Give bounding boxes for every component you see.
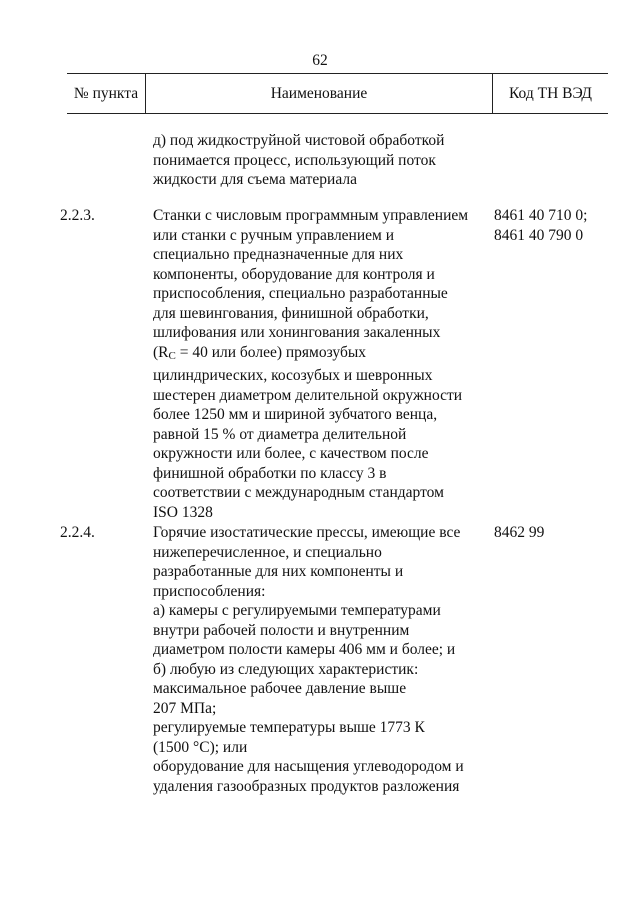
header-item-name: Наименование bbox=[270, 85, 368, 102]
text-line: цилиндрических, косозубых и шевронных bbox=[153, 367, 433, 384]
code-line: 8462 99 bbox=[494, 524, 545, 541]
code-line: 8461 40 790 0 bbox=[494, 226, 584, 244]
rc-subscript: C bbox=[168, 349, 176, 362]
text-line: приспособления, специально разработанные bbox=[153, 285, 448, 302]
text-line: понимается процесс, использующий поток bbox=[153, 151, 436, 169]
text-line: шлифования или хонингования закаленных bbox=[153, 324, 441, 341]
row-number: 2.2.4. bbox=[60, 524, 95, 541]
text-line: ISO 1328 bbox=[153, 503, 213, 521]
text-line: (1500 °С); или bbox=[153, 738, 248, 756]
page-number: 62 bbox=[312, 52, 328, 69]
text-line: 207 МПа; bbox=[153, 699, 217, 717]
intro-paragraph bbox=[153, 131, 491, 190]
text-line: окружности или более, с качеством после bbox=[153, 445, 429, 462]
text-line: разработанные для них компоненты и bbox=[153, 563, 404, 580]
text-line: а) камеры с регулируемыми температурами bbox=[153, 602, 441, 619]
text-line: компоненты, оборудование для контроля и bbox=[153, 265, 435, 283]
text-line-rc bbox=[153, 343, 491, 367]
row-codes bbox=[494, 523, 624, 543]
rc-rest: = 40 или более) прямозубых bbox=[175, 343, 366, 361]
text-line: нижеперечисленное, и специально bbox=[153, 543, 382, 561]
text-line: д) под жидкоструйной чистовой обработкой bbox=[153, 132, 445, 149]
text-line: приспособления: bbox=[153, 582, 266, 600]
text-line: соответствии с международным стандартом bbox=[153, 484, 444, 501]
row-number: 2.2.3. bbox=[60, 207, 95, 224]
header-item-code: Код ТН ВЭД bbox=[508, 85, 592, 102]
text-line: равной 15 % от диаметра делительной bbox=[153, 425, 407, 443]
row-description bbox=[153, 523, 491, 796]
text-line: диаметром полости камеры 406 мм и более; и bbox=[153, 641, 456, 658]
text-line: Горячие изостатические прессы, имеющие все bbox=[153, 524, 461, 541]
text-line: финишной обработки по классу 3 в bbox=[153, 464, 387, 482]
text-line: максимальное рабочее давление выше bbox=[153, 680, 407, 697]
rc-prefix: (R bbox=[153, 343, 169, 361]
row-description bbox=[153, 206, 491, 522]
text-line: для шевингования, финишной обработки, bbox=[153, 304, 429, 322]
text-line: регулируемые температуры выше 1773 К bbox=[153, 719, 425, 736]
code-line: 8461 40 710 0; bbox=[494, 207, 588, 224]
text-line: жидкости для съема материала bbox=[153, 171, 357, 188]
text-line: или станки с ручным управлением и bbox=[153, 226, 395, 244]
text-line: удаления газообразных продуктов разложения bbox=[153, 777, 460, 795]
text-line: оборудование для насыщения углеводородом и bbox=[153, 758, 464, 775]
table-header bbox=[67, 73, 608, 114]
text-line: более 1250 мм и шириной зубчатого венца, bbox=[153, 406, 438, 423]
text-line: специально предназначенные для них bbox=[153, 246, 404, 263]
row-codes bbox=[494, 206, 624, 245]
text-line: шестерен диаметром делительной окружности bbox=[153, 386, 463, 404]
text-line: б) любую из следующих характеристик: bbox=[153, 660, 419, 678]
header-item-number: № пункта bbox=[73, 85, 139, 102]
text-line: Станки с числовым программным управлением bbox=[153, 207, 469, 224]
text-line: внутри рабочей полости и внутренним bbox=[153, 621, 410, 639]
